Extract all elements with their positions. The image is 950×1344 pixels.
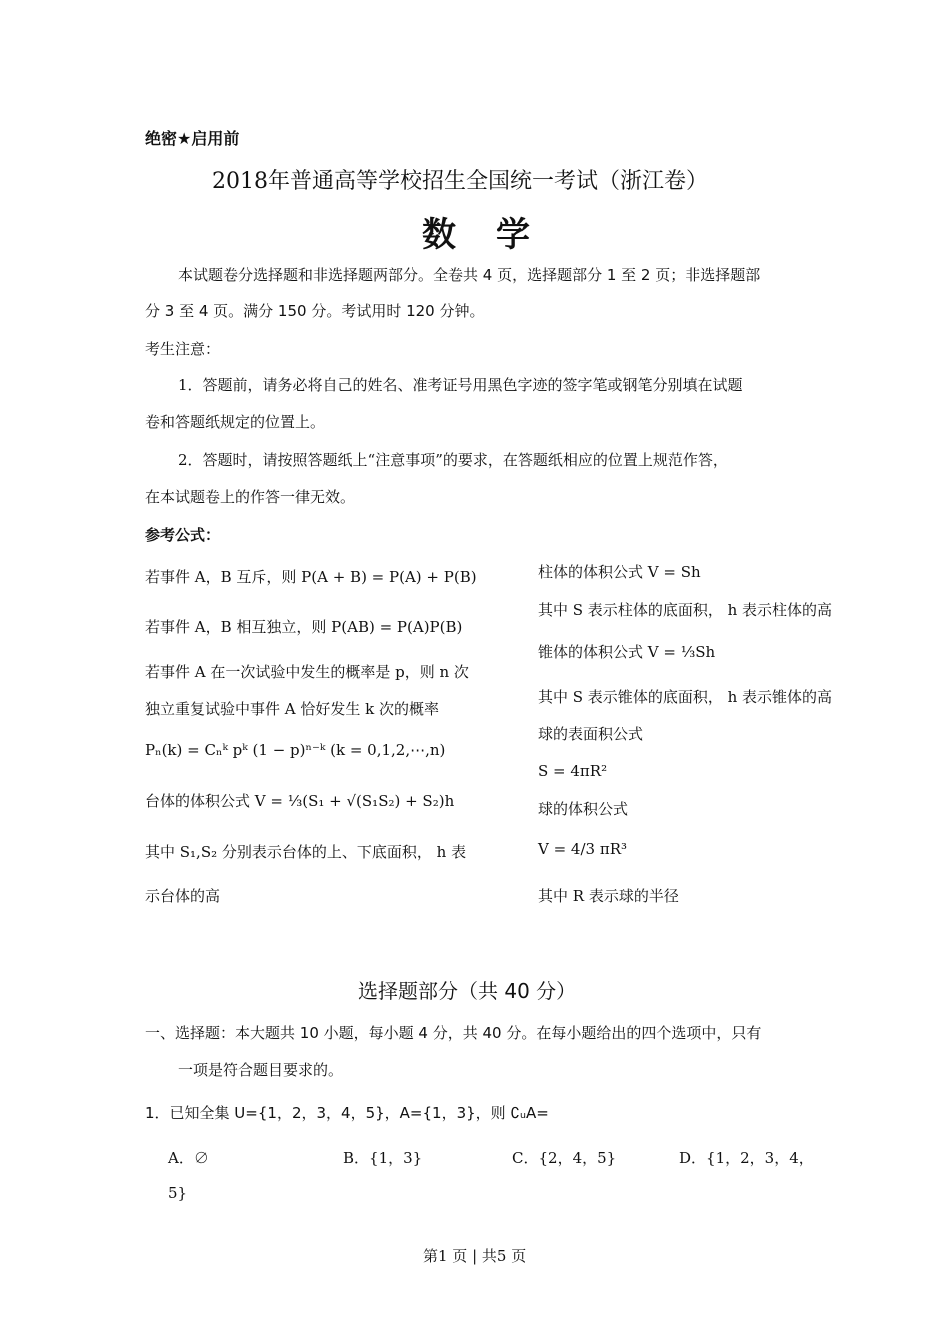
notice-item-1-line-1: 1．答题前，请务必将自己的姓名、准考证号用黑色字迹的签字笔或钢笔分别填在试题	[178, 376, 743, 394]
formula-heading: 参考公式：	[145, 526, 221, 544]
formula-right-2: 其中 S 表示柱体的底面积， h 表示柱体的高	[538, 601, 833, 619]
formula-left-3: 若事件 A 在一次试验中发生的概率是 p，则 n 次	[145, 663, 469, 681]
notice-heading: 考生注意：	[145, 340, 221, 358]
exam-title: 2018年普通高等学校招生全国统一考试（浙江卷）	[212, 169, 708, 194]
formula-left-7: 其中 S₁,S₂ 分别表示台体的上、下底面积， h 表	[145, 843, 467, 861]
formula-right-4: 其中 S 表示锥体的底面积， h 表示锥体的高	[538, 688, 833, 706]
notice-item-1-line-2: 卷和答题纸规定的位置上。	[145, 413, 326, 431]
question-1-option-d: D．{1，2，3，4，	[679, 1149, 814, 1167]
question-1-option-a: A．∅	[168, 1149, 209, 1167]
intro-line-2: 分 3 至 4 页。满分 150 分。考试用时 120 分钟。	[145, 302, 485, 320]
question-1-option-b: B．{1，3}	[343, 1149, 423, 1167]
formula-right-9: 其中 R 表示球的半径	[538, 887, 679, 905]
formula-left-1: 若事件 A，B 互斥，则 P(A + B) = P(A) + P(B)	[145, 568, 477, 586]
section-title: 选择题部分（共 40 分）	[358, 979, 577, 1003]
formula-left-6: 台体的体积公式 V = ⅓(S₁ + √(S₁S₂) + S₂)h	[145, 792, 455, 810]
formula-right-7: 球的体积公式	[538, 800, 629, 818]
notice-item-2-line-1: 2．答题时，请按照答题纸上“注意事项”的要求，在答题纸相应的位置上规范作答，	[178, 451, 728, 469]
formula-right-1: 柱体的体积公式 V = Sh	[538, 563, 701, 581]
question-1-option-d-continued: 5}	[168, 1184, 188, 1202]
question-1-option-c: C．{2，4，5}	[512, 1149, 617, 1167]
formula-right-3: 锥体的体积公式 V = ⅓Sh	[538, 643, 716, 661]
subject-title: 数学	[422, 215, 570, 255]
formula-left-4: 独立重复试验中事件 A 恰好发生 k 次的概率	[145, 700, 439, 718]
notice-item-2-line-2: 在本试题卷上的作答一律无效。	[145, 488, 356, 506]
formula-right-8: V = 4/3 πR³	[538, 840, 628, 858]
formula-left-8: 示台体的高	[145, 887, 221, 905]
page-footer: 第1 页 | 共5 页	[423, 1247, 527, 1265]
intro-line-1: 本试题卷分选择题和非选择题两部分。全卷共 4 页，选择题部分 1 至 2 页；非选择题部	[178, 266, 761, 284]
formula-left-2: 若事件 A，B 相互独立，则 P(AB) = P(A)P(B)	[145, 618, 463, 636]
confidential-label: 绝密★启用前	[145, 129, 240, 148]
formula-right-6: S = 4πR²	[538, 762, 608, 780]
question-1-stem: 1．已知全集 U={1，2，3，4，5}，A={1，3}，则 ∁ᵤA=	[145, 1104, 549, 1122]
formula-right-5: 球的表面积公式	[538, 725, 644, 743]
part-one-line-2: 一项是符合题目要求的。	[178, 1061, 344, 1079]
formula-left-5: Pₙ(k) = Cₙᵏ pᵏ (1 − p)ⁿ⁻ᵏ (k = 0,1,2,⋯,n)	[145, 741, 446, 759]
part-one-line-1: 一、选择题：本大题共 10 小题，每小题 4 分，共 40 分。在每小题给出的四个选项中，只有	[145, 1024, 762, 1042]
